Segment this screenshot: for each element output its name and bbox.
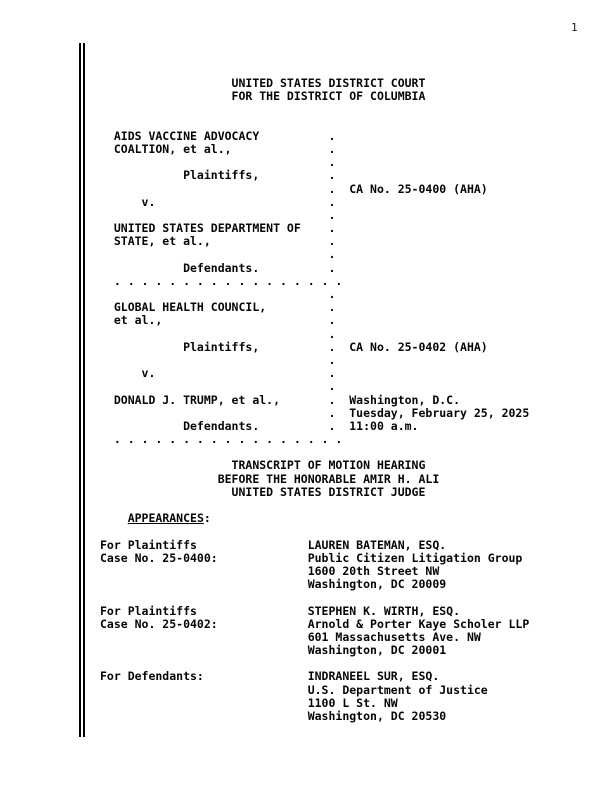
- plaintiffs2-counsel-address1: 601 Massachusetts Ave. NW: [100, 629, 481, 644]
- court-name: UNITED STATES DISTRICT COURT: [100, 76, 426, 90]
- blank-line: [100, 591, 600, 604]
- caption-dot: .: [100, 247, 336, 262]
- plaintiff1-designation: Plaintiffs, .: [100, 168, 336, 183]
- plaintiffs1-counsel-address1: 1600 20th Street NW: [100, 563, 440, 578]
- appearances-underlined-text: APPEARANCES: [127, 511, 204, 526]
- defendant1-name-line2: STATE, et al., .: [100, 234, 336, 249]
- versus-1: v. .: [100, 194, 336, 209]
- judge-title: UNITED STATES DISTRICT JUDGE: [100, 484, 426, 499]
- plaintiffs2-counsel-firm: Case No. 25-0402: Arnold & Porter Kaye Scholer LLP: [100, 616, 530, 631]
- caption-dot: .: [100, 207, 336, 222]
- defendant1-designation: Defendants. .: [100, 260, 336, 275]
- caption-separator: . . . . . . . . . . . . . . . . .: [100, 273, 343, 288]
- judge-line: BEFORE THE HONORABLE AMIR H. ALI: [100, 471, 440, 486]
- plaintiff1-name-line1: AIDS VACCINE ADVOCACY .: [100, 128, 336, 143]
- defendants-counsel-address2: Washington, DC 20530: [100, 709, 447, 723]
- defendants-counsel-firm: U.S. Department of Justice: [100, 682, 488, 697]
- transcript-title: TRANSCRIPT OF MOTION HEARING: [100, 458, 426, 473]
- plaintiffs2-counsel-address2: Washington, DC 20001: [100, 643, 447, 658]
- versus-2: v. .: [100, 366, 336, 381]
- caption-dot: .: [100, 352, 336, 367]
- plaintiff2-name-line2: et al., .: [100, 313, 336, 328]
- blank-line: [100, 103, 600, 116]
- defendants-counsel-address1: 1100 L St. NW: [100, 695, 398, 710]
- plaintiffs1-counsel-name: For Plaintiffs LAUREN BATEMAN, ESQ.: [100, 537, 447, 552]
- case-number-0400: . CA No. 25-0400 (AHA): [100, 181, 488, 196]
- defendants-counsel-name: For Defendants: INDRANEEL SUR, ESQ.: [100, 669, 440, 684]
- hearing-time: Defendants. . 11:00 a.m.: [100, 418, 419, 433]
- plaintiffs1-counsel-address2: Washington, DC 20009: [100, 577, 447, 592]
- appearances-heading: APPEARANCES:: [127, 511, 211, 526]
- plaintiffs1-counsel-firm: Case No. 25-0400: Public Citizen Litigation Group: [100, 550, 523, 565]
- blank-line: [100, 525, 600, 538]
- caption-dot: .: [100, 155, 336, 170]
- hearing-location: DONALD J. TRUMP, et al., . Washington, D.C.: [100, 392, 461, 407]
- caption-dot: .: [100, 379, 336, 394]
- page-number: 1: [571, 21, 578, 34]
- hearing-date: . Tuesday, February 25, 2025: [100, 405, 530, 420]
- caption-dot: .: [100, 287, 336, 301]
- plaintiffs2-counsel-name: For Plaintiffs STEPHEN K. WIRTH, ESQ.: [100, 603, 461, 618]
- case-number-0402: Plaintiffs, . CA No. 25-0402 (AHA): [100, 339, 488, 354]
- blank-line: [100, 117, 600, 130]
- transcript-text: [100, 77, 600, 723]
- court-district: FOR THE DISTRICT OF COLUMBIA: [100, 89, 426, 104]
- caption-separator: . . . . . . . . . . . . . . . . .: [100, 432, 343, 447]
- caption-dot: .: [100, 326, 336, 341]
- plaintiff1-name-line2: COALTION, et al., .: [100, 141, 336, 156]
- plaintiff2-name-line1: GLOBAL HEALTH COUNCIL, .: [100, 300, 336, 315]
- left-double-rule: [79, 43, 85, 737]
- defendant1-name-line1: UNITED STATES DEPARTMENT OF .: [100, 221, 336, 236]
